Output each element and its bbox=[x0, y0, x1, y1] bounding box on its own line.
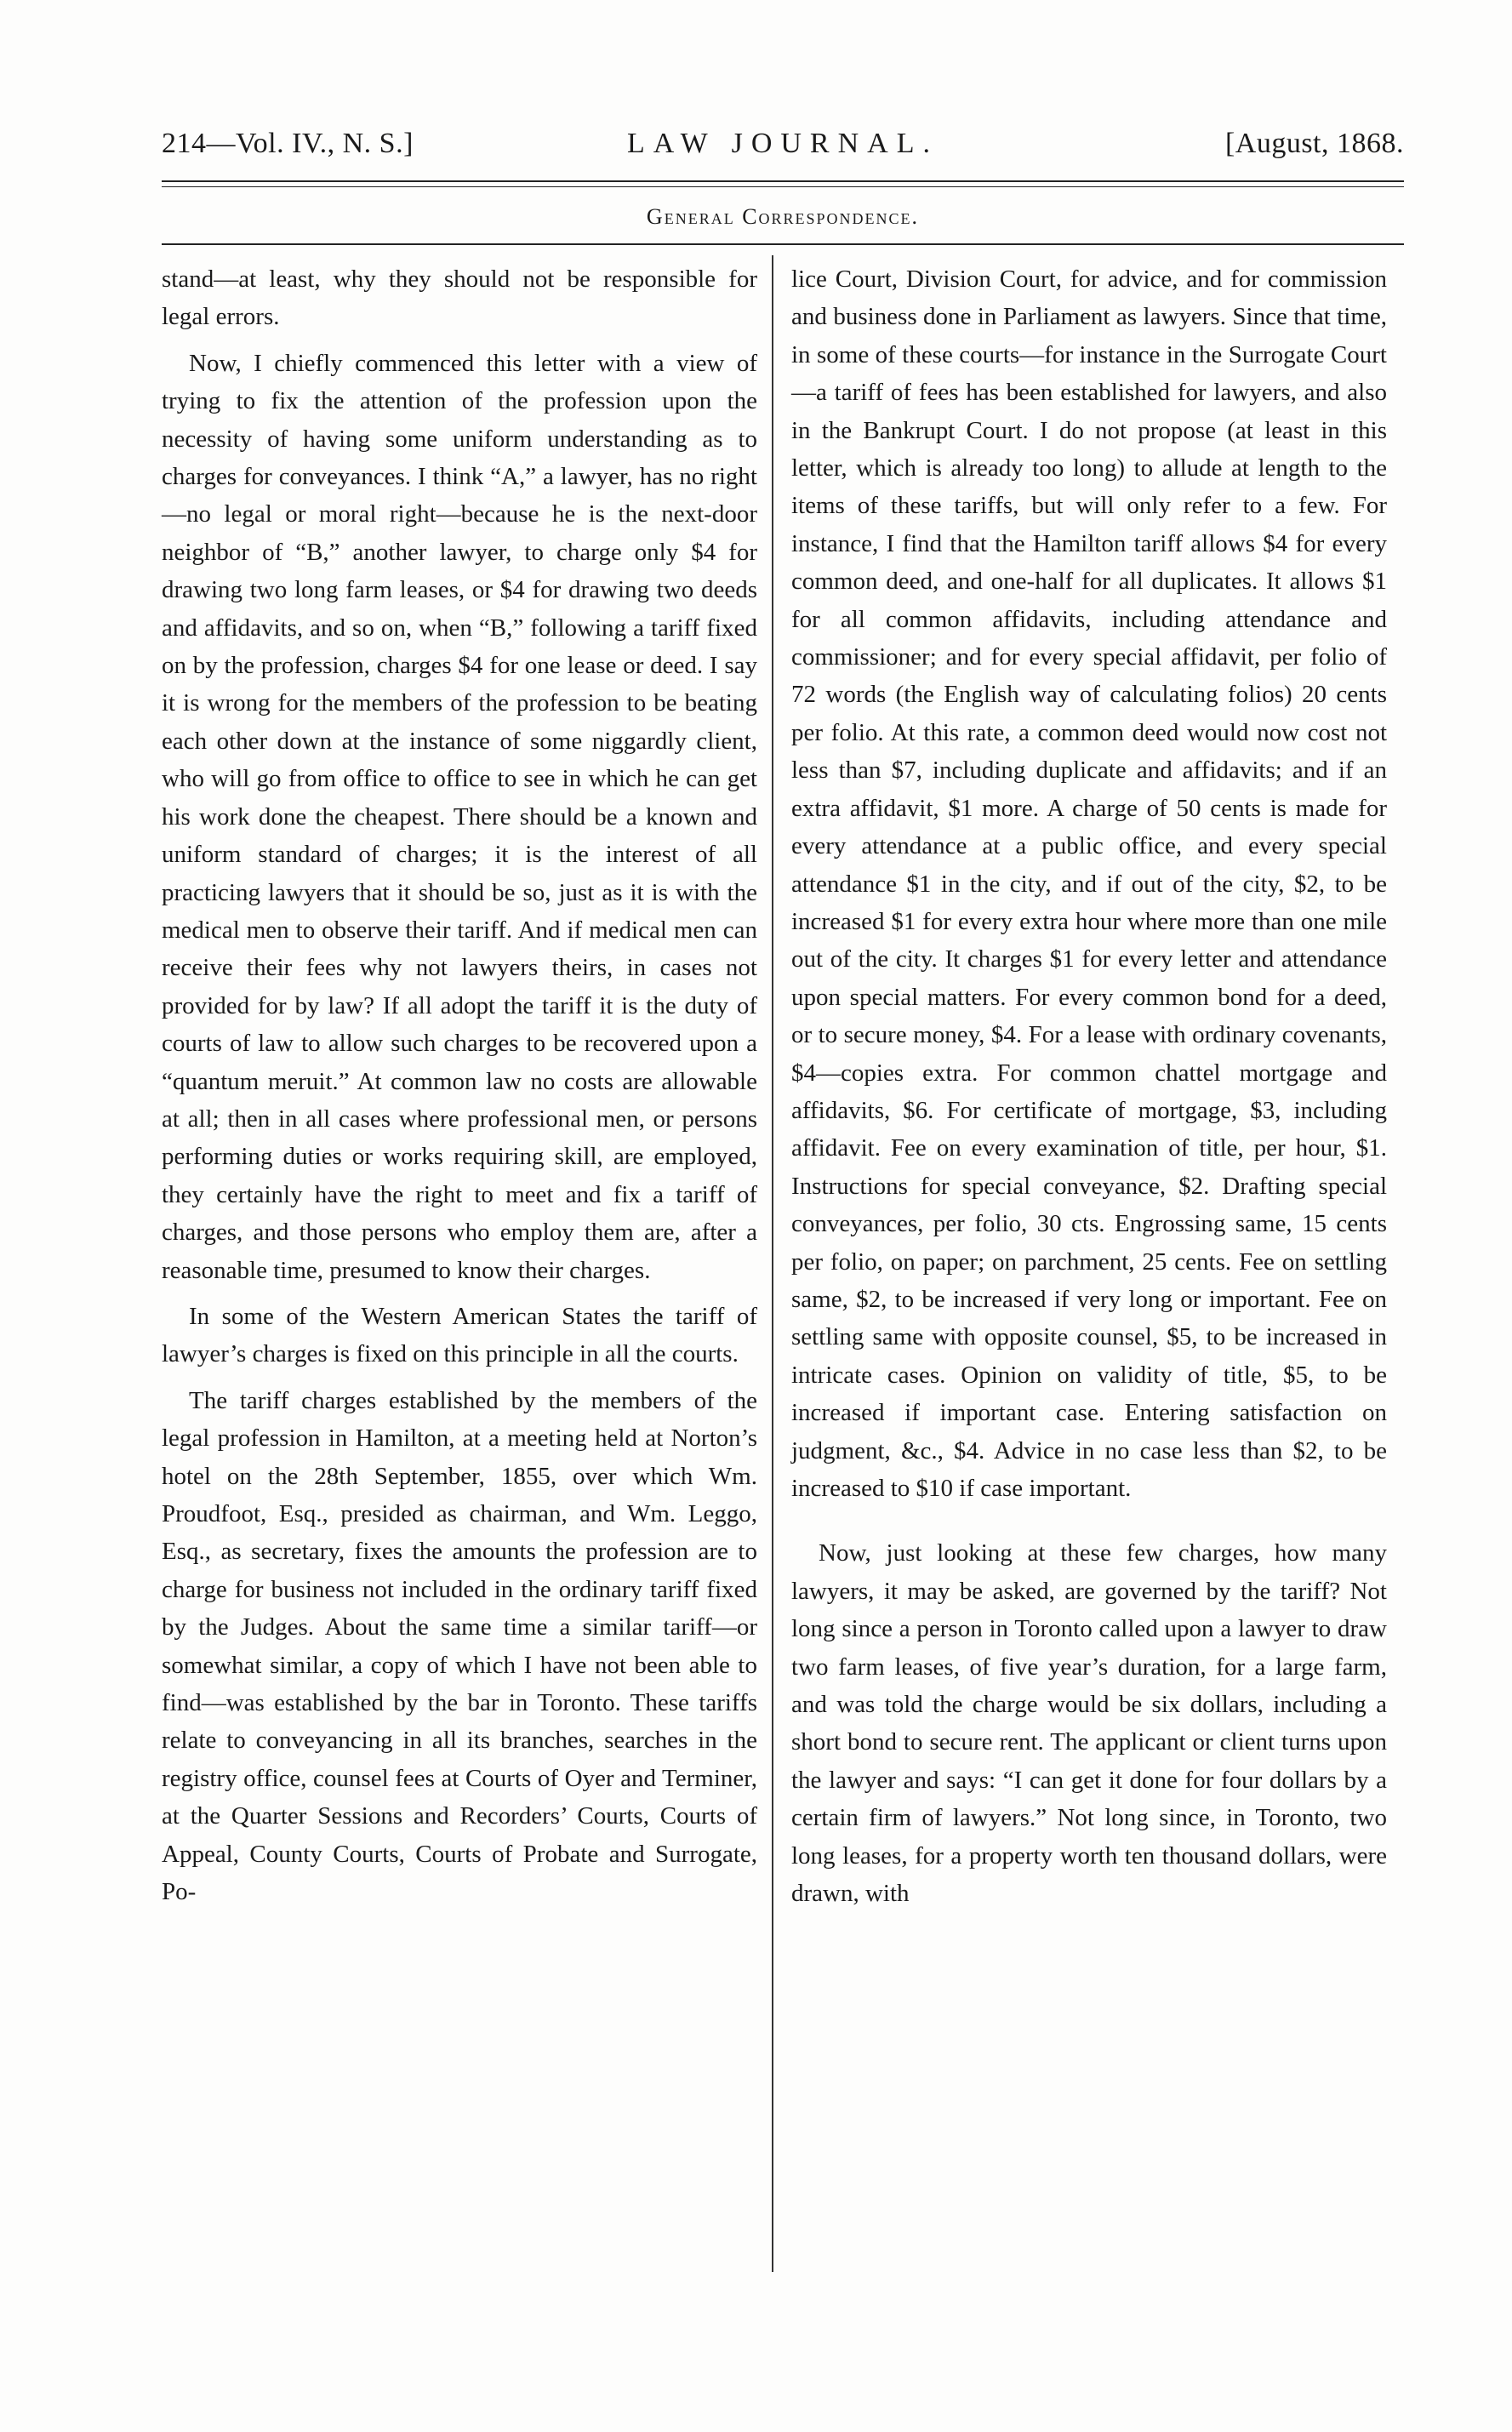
paragraph: The tariff charges established by the members of the legal profession in Hamilton, at a meeting held at Norton’s hotel on the 28th September, 1855, over which Wm. Proudfoot, Esq., presided as chairman, and Wm. Leggo, Esq., as secretary, fixes the amounts the profession are to charge for business not included in the ordinary tariff fixed by the Judges. About the same time a similar tariff—or somewhat similar, a copy of which I have not been able to find—was established by the bar in Toronto. These tariffs relate to conveyancing in all its branches, searches in the registry office, counsel fees at Courts of Oyer and Terminer, at the Quarter Sessions and Recorders’ Courts, Courts of Appeal, County Courts, Courts of Probate and Surrogate, Po- bbox=[162, 1386, 757, 1906]
section-rule bbox=[162, 243, 1404, 245]
journal-title: LAW JOURNAL. bbox=[627, 128, 939, 159]
paragraph: lice Court, Division Court, for advice, and for commission and business done in Parliament as lawyers. Since that time, in some of these courts—for instance in the Surrogate Court—a tariff of fees has been established for lawyers, and also in the Bankrupt Court. I do not propose (at least in this letter, which is already too long) to allude at length to the items of these tariffs, but will only refer to a few. For instance, I find that the Hamilton tariff allows $4 for every common deed, and one-half for all duplicates. It allows $1 for all common affidavits, including attendance and commissioner; and for every special affidavit, per folio of 72 words (the English way of calculating folios) 20 cents per folio. At this rate, a common deed would now cost not less than $7, including duplicate and affidavits; and if an extra affidavit, $1 more. A charge of 50 cents is made for every attendance at a public office, and every special attendance $1 in the city, and if out of the city, $2, to be increased $1 for every extra hour where more than one mile out of the city. It charges $1 for every letter and attendance upon special matters. For every common bond for a deed, or to secure money, $4. For a lease with ordinary covenants, $4—copies extra. For common chattel mortgage and affidavits, $6. For certificate of mortgage, $3, including affidavit. Fee on every examination of title, per hour, $1. Instructions for special conveyance, $2. Drafting special conveyances, per folio, 30 cts. Engrossing same, 15 cents per folio, on paper; on parchment, 25 cents. Fee on settling same, $2, to be increased if very long or important. Fee on settling same with opposite counsel, $5, to be increased in intricate cases. Opinion on validity of title, $5, to be increased if important case. Entering satisfaction on judgment, &c., $4. Advice in no case less than $2, to be increased to $10 if case important. bbox=[791, 265, 1387, 1502]
paragraph: Now, just looking at these few charges, how many lawyers, it may be asked, are governed by the tariff? Not long since a person in Toronto called upon a lawyer to draw two farm leases, of five year’s duration, for a large farm, and was told the charge would be six dollars, including a short bond to secure rent. The applicant or client turns upon the lawyer and says: “I can get it done for four dollars by a certain firm of lawyers.” Not long since, in Toronto, two long leases, for a property worth ten thousand dollars, were drawn, with bbox=[791, 1539, 1387, 1908]
column-divider bbox=[772, 255, 773, 2272]
paragraph: Now, I chiefly commenced this letter with a view of trying to fix the attention of the profession upon the necessity of having some uniform understanding as to charges for conveyances. I think “A,” a lawyer, has no right—no legal or moral right—because he is the next-door neighbor of “B,” another lawyer, to charge only $4 for drawing two long farm leases, or $4 for drawing two deeds and affidavits, and so on, when “B,” following a tariff fixed on by the profession, charges $4 for one lease or deed. I say it is wrong for the members of the profession to be beating each other down at the instance of some niggardly client, who will go from office to office to see in which he can get his work done the cheapest. There should be a known and uniform standard of charges; it is the interest of all practicing lawyers that it should be so, just as it is with the medical men to observe their tariff. And if medical men can receive their fees why not lawyers theirs, in cases not provided for by law? If all adopt the tariff it is the duty of courts of law to allow such charges to be recovered upon a “quantum meruit.” At common law no costs are allowable at all; then in all cases where professional men, or persons performing duties or works requiring skill, are employed, they certainly have the right to meet and fix a tariff of charges, and those persons who employ them are, after a reasonable time, presumed to know their charges. bbox=[162, 349, 757, 1284]
right-column bbox=[791, 260, 1387, 1912]
header-rule bbox=[162, 180, 1404, 187]
issue-date: [August, 1868. bbox=[1224, 128, 1404, 159]
running-head bbox=[162, 128, 1404, 170]
left-column bbox=[162, 260, 757, 1910]
page-number-volume: 214—Vol. IV., N. S.] bbox=[162, 128, 414, 159]
paragraph: In some of the Western American States the tariff of lawyer’s charges is fixed on this principle in all the courts. bbox=[162, 1302, 757, 1368]
section-title: General Correspondence. bbox=[646, 204, 920, 229]
paragraph: stand—at least, why they should not be responsible for legal errors. bbox=[162, 265, 757, 331]
